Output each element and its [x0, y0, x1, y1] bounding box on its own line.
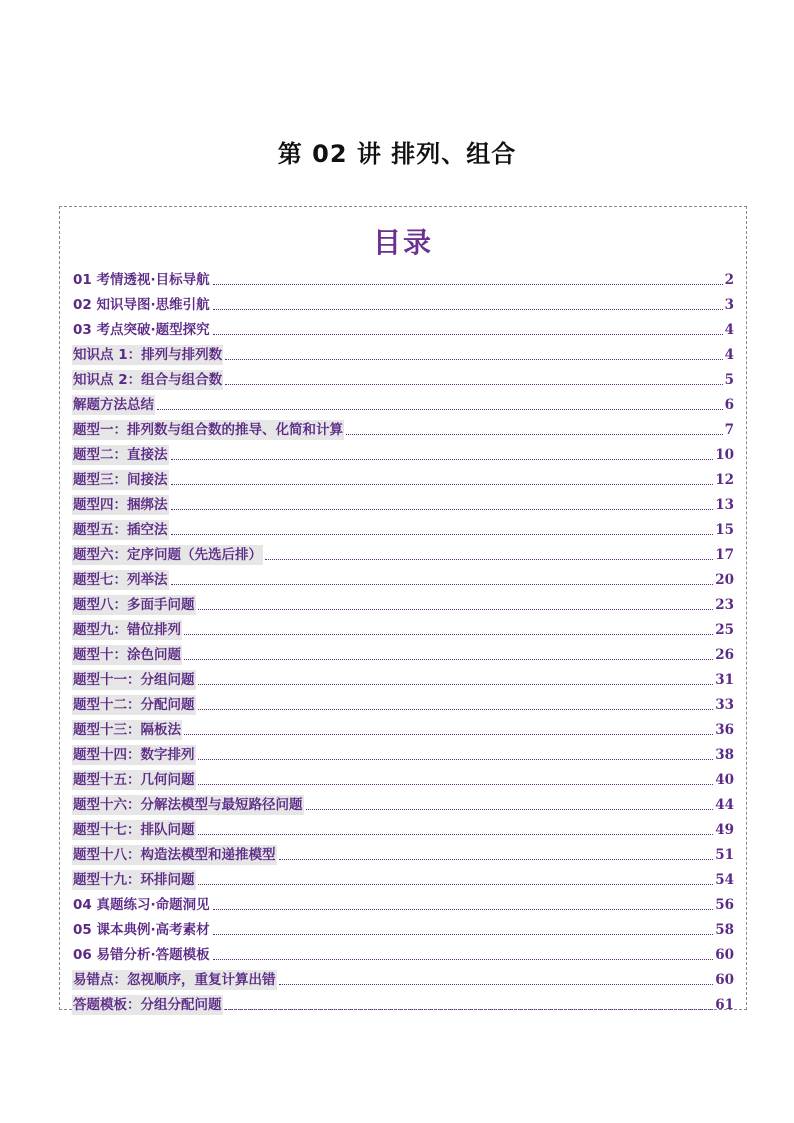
toc-entry[interactable]	[72, 390, 734, 415]
toc-entry-label[interactable]: 03 考点突破·题型探究	[73, 322, 210, 338]
toc-entry[interactable]	[72, 790, 734, 815]
toc-leader-dots	[171, 458, 714, 460]
toc-leader-dots	[157, 408, 723, 410]
toc-entry-page-number[interactable]: 4	[724, 322, 734, 338]
toc-entry-label[interactable]: 题型八：多面手问题	[73, 597, 195, 613]
toc-entry[interactable]	[72, 840, 734, 865]
toc-entry[interactable]	[72, 915, 734, 940]
toc-entry-label[interactable]: 06 易错分析·答题模板	[73, 947, 210, 963]
toc-entry-label[interactable]: 题型十六：分解法模型与最短路径问题	[73, 797, 303, 813]
toc-leader-dots	[346, 433, 723, 435]
toc-entry[interactable]	[72, 615, 734, 640]
toc-entry-label[interactable]: 题型十九：环排问题	[73, 872, 195, 888]
toc-entry[interactable]	[72, 515, 734, 540]
toc-entry-page-number[interactable]: 40	[715, 772, 734, 788]
toc-entry-label[interactable]: 解题方法总结	[73, 397, 154, 413]
toc-leader-dots	[198, 833, 714, 835]
toc-entry[interactable]	[72, 715, 734, 740]
toc-entry-page-number[interactable]: 33	[715, 697, 734, 713]
toc-leader-dots	[306, 808, 714, 810]
toc-leader-dots	[198, 883, 714, 885]
toc-entry[interactable]	[72, 365, 734, 390]
toc-entry-label[interactable]: 04 真题练习·命题洞见	[73, 897, 210, 913]
toc-entry-page-number[interactable]: 61	[715, 997, 734, 1013]
toc-entry-page-number[interactable]: 60	[715, 972, 734, 988]
toc-leader-dots	[198, 758, 714, 760]
toc-entry-label[interactable]: 02 知识导图·思维引航	[73, 297, 210, 313]
toc-entry-page-number[interactable]: 60	[715, 947, 734, 963]
toc-entry-label[interactable]: 题型七：列举法	[73, 572, 168, 588]
toc-entry[interactable]	[72, 440, 734, 465]
toc-entry-page-number[interactable]: 44	[715, 797, 734, 813]
toc-leader-dots	[171, 583, 714, 585]
toc-entry-label[interactable]: 题型二：直接法	[73, 447, 168, 463]
toc-entry-page-number[interactable]: 58	[715, 922, 734, 938]
toc-leader-dots	[171, 508, 714, 510]
toc-entry[interactable]	[72, 290, 734, 315]
toc-list	[72, 265, 734, 1015]
toc-entry-page-number[interactable]: 26	[715, 647, 734, 663]
toc-entry-label[interactable]: 05 课本典例·高考素材	[73, 922, 210, 938]
toc-entry[interactable]	[72, 490, 734, 515]
toc-entry-page-number[interactable]: 5	[724, 372, 734, 388]
toc-entry-label[interactable]: 答题模板：分组分配问题	[73, 997, 222, 1013]
toc-entry-label[interactable]: 题型三：间接法	[73, 472, 168, 488]
toc-entry-page-number[interactable]: 6	[724, 397, 734, 413]
toc-entry[interactable]	[72, 690, 734, 715]
toc-leader-dots	[198, 783, 714, 785]
toc-entry-page-number[interactable]: 7	[724, 422, 734, 438]
toc-entry[interactable]	[72, 465, 734, 490]
toc-leader-dots	[198, 608, 714, 610]
toc-leader-dots	[265, 558, 713, 560]
toc-leader-dots	[213, 308, 723, 310]
toc-entry[interactable]	[72, 340, 734, 365]
toc-entry-page-number[interactable]: 31	[715, 672, 734, 688]
toc-leader-dots	[279, 983, 714, 985]
toc-entry-label[interactable]: 题型十四：数字排列	[73, 747, 195, 763]
toc-entry-label[interactable]: 易错点：忽视顺序，重复计算出错	[73, 972, 276, 988]
toc-entry-label[interactable]: 题型四：捆绑法	[73, 497, 168, 513]
toc-entry[interactable]	[72, 865, 734, 890]
toc-entry-page-number[interactable]: 38	[715, 747, 734, 763]
toc-leader-dots	[198, 708, 714, 710]
toc-entry-label[interactable]: 题型十一：分组问题	[73, 672, 195, 688]
toc-entry-label[interactable]: 知识点 2：组合与组合数	[73, 372, 223, 388]
toc-entry-page-number[interactable]: 49	[715, 822, 734, 838]
toc-entry-page-number[interactable]: 36	[715, 722, 734, 738]
toc-entry-page-number[interactable]: 17	[715, 547, 734, 563]
toc-entry-label[interactable]: 题型六：定序问题（先选后排）	[73, 547, 262, 563]
toc-entry-page-number[interactable]: 54	[715, 872, 734, 888]
toc-entry-page-number[interactable]: 25	[715, 622, 734, 638]
toc-entry-page-number[interactable]: 51	[715, 847, 734, 863]
toc-leader-dots	[171, 483, 714, 485]
toc-entry[interactable]	[72, 315, 734, 340]
toc-entry[interactable]	[72, 640, 734, 665]
toc-entry-page-number[interactable]: 15	[715, 522, 734, 538]
toc-entry[interactable]	[72, 740, 734, 765]
toc-leader-dots	[225, 383, 723, 385]
toc-leader-dots	[184, 658, 713, 660]
toc-entry-page-number[interactable]: 4	[724, 347, 734, 363]
toc-leader-dots	[198, 683, 714, 685]
toc-entry[interactable]	[72, 890, 734, 915]
toc-leader-dots	[213, 933, 714, 935]
toc-entry[interactable]	[72, 590, 734, 615]
table-of-contents	[59, 206, 747, 1013]
toc-entry[interactable]	[72, 940, 734, 965]
toc-entry[interactable]	[72, 665, 734, 690]
toc-entry-label[interactable]: 01 考情透视·目标导航	[73, 272, 210, 288]
toc-entry-page-number[interactable]: 10	[715, 447, 734, 463]
toc-entry-label[interactable]: 题型十：涂色问题	[73, 647, 181, 663]
toc-entry-label[interactable]: 题型十二：分配问题	[73, 697, 195, 713]
toc-entry[interactable]	[72, 565, 734, 590]
toc-entry[interactable]	[72, 265, 734, 290]
toc-entry[interactable]	[72, 815, 734, 840]
toc-heading: 目录	[372, 226, 433, 259]
toc-leader-dots	[213, 333, 723, 335]
toc-leader-dots	[213, 283, 723, 285]
toc-entry-label[interactable]: 题型五：插空法	[73, 522, 168, 538]
toc-entry-page-number[interactable]: 56	[715, 897, 734, 913]
toc-entry-page-number[interactable]: 3	[724, 297, 734, 313]
toc-entry-page-number[interactable]: 20	[715, 572, 734, 588]
toc-entry-label[interactable]: 题型十三：隔板法	[73, 722, 181, 738]
toc-entry[interactable]	[72, 765, 734, 790]
toc-leader-dots	[184, 633, 713, 635]
toc-entry-page-number[interactable]: 23	[715, 597, 734, 613]
toc-entry[interactable]	[72, 415, 734, 440]
toc-entry-label[interactable]: 题型十五：几何问题	[73, 772, 195, 788]
toc-entry[interactable]	[72, 965, 734, 990]
toc-entry-page-number[interactable]: 13	[715, 497, 734, 513]
toc-entry[interactable]	[72, 540, 734, 565]
toc-entry-page-number[interactable]: 2	[724, 272, 734, 288]
toc-leader-dots	[171, 533, 714, 535]
toc-leader-dots	[213, 908, 714, 910]
toc-entry-label[interactable]: 题型九：错位排列	[73, 622, 181, 638]
toc-entry-label[interactable]: 题型十七：排队问题	[73, 822, 195, 838]
toc-leader-dots	[225, 1008, 714, 1010]
toc-entry-label[interactable]: 题型一：排列数与组合数的推导、化简和计算	[73, 422, 343, 438]
page-title: 第 02 讲 排列、组合	[277, 140, 517, 168]
toc-leader-dots	[213, 958, 714, 960]
toc-entry-page-number[interactable]: 12	[715, 472, 734, 488]
toc-leader-dots	[279, 858, 714, 860]
toc-leader-dots	[225, 358, 723, 360]
toc-entry[interactable]	[72, 990, 734, 1015]
toc-entry-label[interactable]: 知识点 1：排列与排列数	[73, 347, 223, 363]
toc-entry-label[interactable]: 题型十八：构造法模型和递推模型	[73, 847, 276, 863]
toc-leader-dots	[184, 733, 713, 735]
